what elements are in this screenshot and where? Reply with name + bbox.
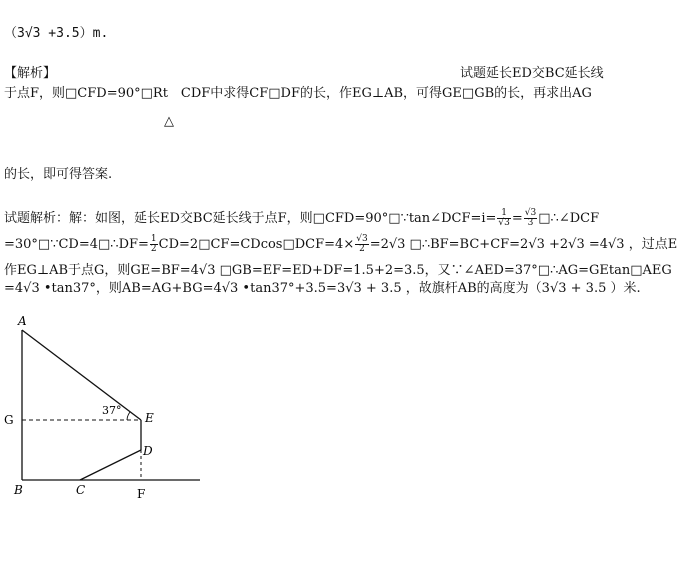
fraction-denominator: 2 xyxy=(150,244,157,254)
solution-line-2-a: =30°□∵CD=4□∴DF= xyxy=(4,237,149,252)
analysis-text-line3: 的长，即可得答案. xyxy=(4,167,113,182)
answer-line: （3√3 +3.5）m. xyxy=(4,26,109,41)
analysis-heading: 【解析】 xyxy=(4,66,57,81)
fraction-numerator: 1 xyxy=(497,209,510,219)
fraction-root3-over-3 xyxy=(524,209,537,228)
solution-line-2-b: CD=2□CF=CDcos□DCF=4× xyxy=(158,237,355,252)
label-g: G xyxy=(4,413,14,427)
label-angle-37: 37° xyxy=(102,404,122,417)
line-ae xyxy=(22,330,141,420)
solution-line-3: 作EG⊥AB于点G，则GE=BF=4√3 □GB=EF=ED+DF=1.5+2=3.5，又∵∠AED=37°□∴AG=GEtan□AEG xyxy=(4,263,672,278)
triangle-mark: △ xyxy=(164,114,174,129)
fraction-root3-over-2 xyxy=(355,235,368,254)
solution-line-1 xyxy=(4,207,599,228)
label-b: B xyxy=(14,483,23,497)
fraction-numerator: 1 xyxy=(150,234,157,244)
label-c: C xyxy=(76,483,86,497)
solution-line-2-c: =2√3 □∴BF=BC+CF=2√3 +2√3 =4√3 ，过点E xyxy=(369,237,677,252)
fraction-numerator: √3 xyxy=(524,208,537,218)
fraction-denominator: √3 xyxy=(498,218,510,228)
fraction-numerator: √3 xyxy=(356,234,368,244)
analysis-text-right: 试题延长ED交BC延长线 xyxy=(460,66,604,81)
label-a: A xyxy=(18,314,27,328)
solution-line-1-tail: □∴∠DCF xyxy=(538,211,600,226)
label-d: D xyxy=(143,444,153,458)
solution-line-1-text: 试题解析：解：如图，延长ED交BC延长线于点F，则□CFD=90°□∵tan∠DCF=i= xyxy=(4,211,497,226)
solution-line-2 xyxy=(4,233,677,254)
solution-line-4: =4√3 •tan37°，则AB=AG+BG=4√3 •tan37°+3.5=3√3 + 3.5 ，故旗杆AB的高度为（3√3 + 3.5 ）米. xyxy=(4,281,641,296)
fraction-half xyxy=(150,235,158,254)
angle-arc xyxy=(127,412,130,420)
analysis-text-line2: 于点F，则□CFD=90°□Rt CDF中求得CF□DF的长，作EG⊥AB，可得GE□GB的长，再求出AG xyxy=(4,86,592,101)
slope-cd xyxy=(80,450,141,480)
fraction-1-over-root3 xyxy=(497,209,510,228)
fraction-denominator: 3 xyxy=(527,218,534,228)
geometry-figure xyxy=(0,310,230,510)
label-e: E xyxy=(145,411,154,425)
fraction-denominator: 2 xyxy=(359,244,365,254)
label-f: F xyxy=(137,487,146,501)
equals-sign: = xyxy=(511,211,523,226)
